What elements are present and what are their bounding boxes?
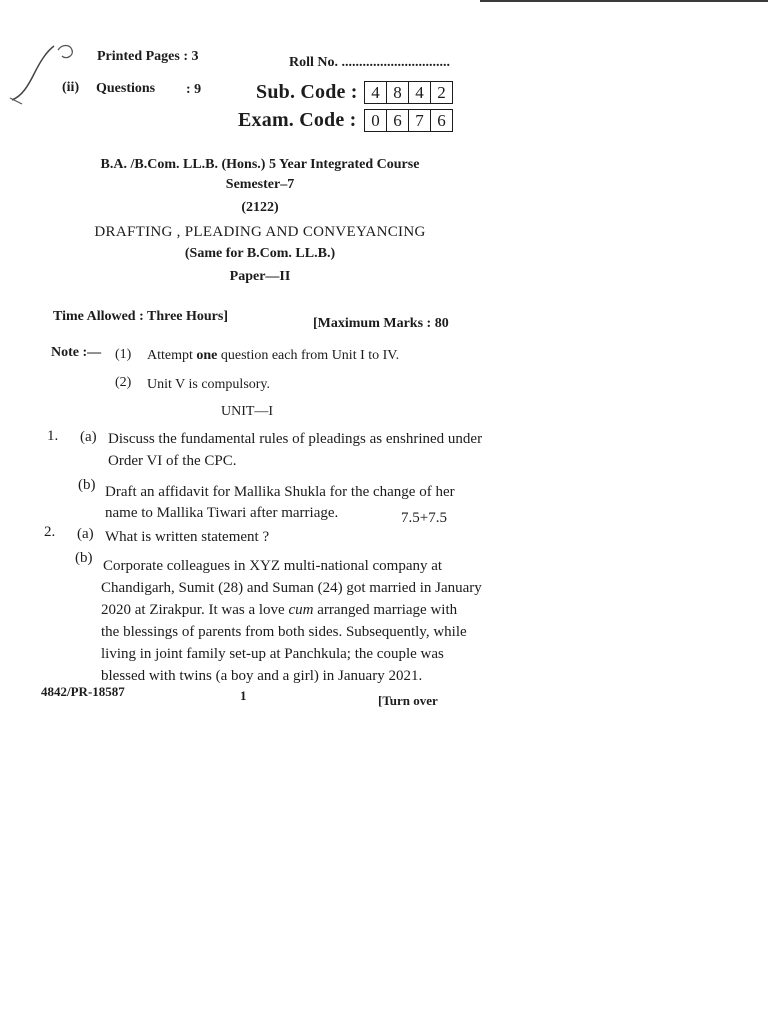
sub-code-digit: 8 — [386, 82, 408, 103]
exam-code-digit: 7 — [408, 110, 430, 131]
paper-reference-code: 4842/PR-18587 — [41, 684, 125, 699]
question-2b-line: 2020 at Zirakpur. It was a love cum arranged marriage with — [101, 602, 458, 618]
question-2b-line: Chandigarh, Sumit (28) and Suman (24) got married in January — [101, 580, 482, 596]
note-label: Note :— — [51, 345, 102, 360]
sub-code-digit: 4 — [371, 82, 380, 102]
question-1b-line: name to Mallika Tiwari after marriage. — [105, 505, 339, 521]
exam-code-label: Exam. Code : — [238, 109, 357, 131]
question-2a-label: (a) — [77, 526, 94, 542]
unit-heading: UNIT—I — [221, 404, 274, 419]
same-for-note: (Same for B.Com. LL.B.) — [184, 246, 336, 261]
question-2b-line: living in joint family set-up at Panchkula; the couple was — [101, 646, 444, 662]
page-number: 1 — [240, 688, 247, 703]
subject-title: DRAFTING , PLEADING AND CONVEYANCING — [94, 224, 426, 240]
sub-code-boxes — [364, 81, 453, 104]
question-2-number: 2. — [44, 524, 56, 540]
course-title: B.A. /B.Com. LL.B. (Hons.) 5 Year Integrated Course — [100, 157, 420, 172]
exam-code-digit: 6 — [386, 110, 408, 131]
question-2b-line: the blessings of parents from both sides. Subsequently, while — [101, 624, 467, 640]
note-item2-text: Unit V is compulsory. — [147, 377, 271, 392]
question-2b-line: blessed with twins (a boy and a girl) in January 2021. — [101, 668, 423, 684]
exam-code-boxes — [364, 109, 453, 132]
semester: Semester–7 — [225, 177, 295, 192]
questions-prefix: (ii) — [62, 80, 80, 95]
question-1a-line: Discuss the fundamental rules of pleadings as enshrined under — [108, 431, 483, 447]
questions-label: Questions — [96, 81, 156, 96]
question-1b-label: (b) — [78, 477, 96, 493]
question-1a-line: Order VI of the CPC. — [108, 453, 237, 469]
questions-count: : 9 — [186, 82, 202, 97]
paper-code: (2122) — [241, 200, 279, 215]
turn-over: [Turn over — [378, 693, 438, 708]
question-2a-text: What is written statement ? — [105, 529, 270, 545]
question-1-marks: 7.5+7.5 — [401, 510, 447, 526]
maximum-marks: [Maximum Marks : 80 — [313, 316, 449, 331]
note-item1-text: Attempt one question each from Unit I to IV. — [147, 348, 400, 363]
sub-code-label: Sub. Code : — [256, 81, 358, 103]
note-item1-number: (1) — [115, 347, 132, 362]
question-1b-line: Draft an affidavit for Mallika Shukla for the change of her — [105, 484, 455, 500]
paper-number: Paper—II — [229, 269, 291, 284]
question-1a-label: (a) — [80, 429, 97, 445]
exam-code-digit: 6 — [430, 110, 452, 131]
question-2b-label: (b) — [75, 550, 93, 566]
roll-number: Roll No. ............................... — [289, 55, 450, 70]
printed-pages: Printed Pages : 3 — [97, 49, 199, 64]
sub-code-digit: 2 — [430, 82, 452, 103]
question-1-number: 1. — [47, 428, 59, 444]
note-item2-number: (2) — [115, 375, 132, 390]
page-edge-line — [480, 0, 768, 2]
time-allowed: Time Allowed : Three Hours] — [53, 309, 228, 324]
sub-code-digit: 4 — [408, 82, 430, 103]
question-2b-line: Corporate colleagues in XYZ multi-national company at — [103, 558, 443, 574]
exam-code-digit: 0 — [371, 110, 380, 130]
